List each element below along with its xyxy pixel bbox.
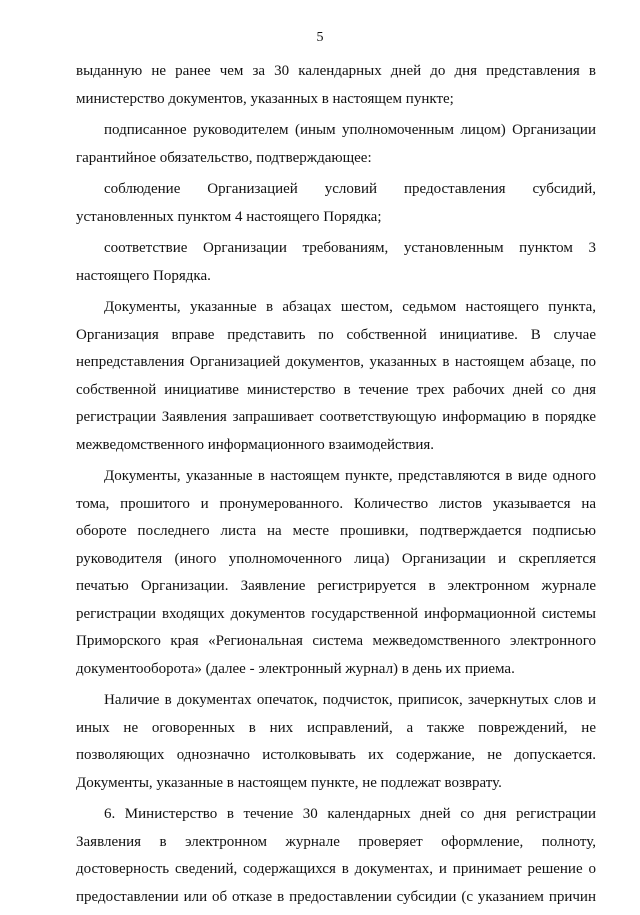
paragraph-compliance-requirements: соответствие Организации требованиям, установленным пунктом 3 настоящего Порядка. bbox=[76, 240, 596, 284]
page-number: 5 bbox=[316, 30, 324, 45]
paragraph-own-initiative: Документы, указанные в абзацах шестом, седьмом настоящего пункта, Организация вправе представить по собственной инициативе. В случае непредставления Организацией документов, указанных в настоящем абзаце, по собственной инициативе министерство в течение трех рабочих дней со дня регистрации Заявления запрашивает соответствующую информацию в порядке межведомственного информационного взаимодействия. bbox=[76, 299, 596, 453]
paragraph-item-6: 6. Министерство в течение 30 календарных дней со дня регистрации Заявления в электронном журнале проверяет оформление, полноту, достоверность сведений, содержащихся в документах, и принимает решение о предоставлении или об отказе в предоставлении субсидии (с указанием причин bbox=[76, 806, 596, 905]
paragraph-document-volume: Документы, указанные в настоящем пункте, представляются в виде одного тома, прошитого и пронумерованного. Количество листов указывается на обороте последнего листа на месте прошивки, подтверждается подписью руководителя (иного уполномоченного лица) Организации и скрепляется печатью Организации. Заявление регистрируется в электронном журнале регистрации входящих документов государственной информационной системы Приморского края «Региональная система межведомственного электронного документооборота» (далее - электронный журнал) в день их приема. bbox=[76, 468, 596, 677]
paragraph-continuation: выданную не ранее чем за 30 календарных дней до дня представления в министерство документов, указанных в настоящем пункте; bbox=[76, 63, 596, 107]
paragraph-corrections: Наличие в документах опечаток, подчисток, приписок, зачеркнутых слов и иных не оговоренных в них исправлений, а также повреждений, не позволяющих однозначно истолковывать их содержание, не допускается. Документы, указанные в настоящем пункте, не подлежат возврату. bbox=[76, 692, 596, 791]
document-body bbox=[76, 58, 596, 915]
paragraph-compliance-conditions: соблюдение Организацией условий предоставления субсидий, установленных пунктом 4 настоящего Порядка; bbox=[76, 181, 596, 225]
paragraph-guarantee: подписанное руководителем (иным уполномоченным лицом) Организации гарантийное обязательство, подтверждающее: bbox=[76, 122, 596, 166]
